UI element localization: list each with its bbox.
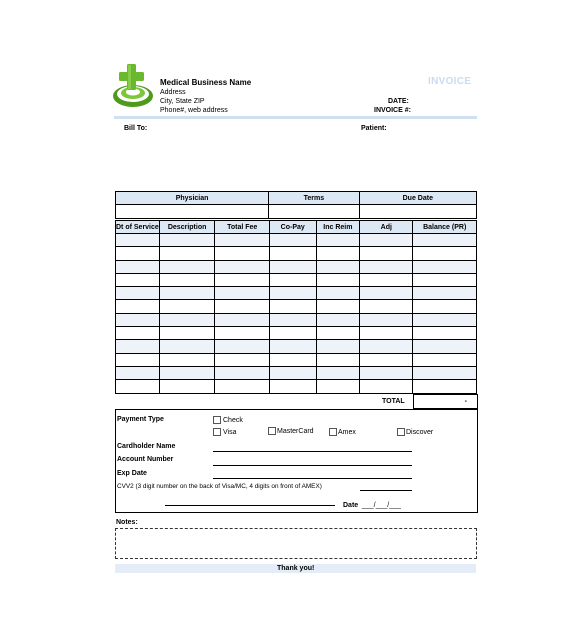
business-city-state-zip: City, State ZIP (160, 98, 205, 105)
table-cell[interactable] (215, 234, 270, 247)
invoice-title: INVOICE (428, 76, 472, 87)
table-cell[interactable] (159, 366, 215, 379)
table-cell[interactable] (269, 247, 316, 260)
table-cell[interactable] (215, 327, 270, 340)
header-divider (114, 116, 477, 119)
cardholder-name-field[interactable] (213, 451, 412, 452)
items-header-row (116, 221, 477, 234)
table-row (116, 273, 477, 286)
table-row (116, 300, 477, 313)
table-cell[interactable] (116, 313, 160, 326)
table-cell[interactable] (360, 313, 413, 326)
table-cell[interactable] (316, 327, 360, 340)
table-cell[interactable] (116, 380, 160, 393)
table-cell[interactable] (413, 366, 477, 379)
table-cell[interactable] (360, 287, 413, 300)
business-address: Address (160, 89, 186, 96)
notes-label: Notes: (116, 519, 138, 526)
table-cell[interactable] (360, 234, 413, 247)
physician-terms-table (115, 191, 477, 219)
business-name: Medical Business Name (160, 78, 252, 87)
table-cell[interactable] (269, 287, 316, 300)
table-cell[interactable] (159, 273, 215, 286)
mastercard-checkbox[interactable] (268, 427, 276, 435)
table-cell[interactable] (316, 287, 360, 300)
table-cell[interactable] (269, 366, 316, 379)
table-cell[interactable] (215, 300, 270, 313)
patient-label: Patient: (361, 125, 387, 132)
total-value-box (413, 394, 478, 409)
table-cell[interactable] (316, 380, 360, 393)
table-cell[interactable] (413, 260, 477, 273)
business-phone-web: Phone#, web address (160, 107, 228, 114)
table-row (116, 234, 477, 247)
col-balance: Balance (PR) (413, 221, 477, 234)
table-cell[interactable] (116, 340, 160, 353)
exp-date-field[interactable] (213, 478, 412, 479)
table-cell[interactable] (413, 300, 477, 313)
terms-value[interactable] (269, 205, 359, 219)
table-cell[interactable] (116, 300, 160, 313)
table-cell[interactable] (269, 380, 316, 393)
signature-line[interactable] (165, 505, 335, 506)
visa-checkbox[interactable] (213, 428, 221, 436)
table-cell[interactable] (116, 366, 160, 379)
table-cell[interactable] (413, 247, 477, 260)
table-cell[interactable] (116, 287, 160, 300)
check-option-label: Check (223, 417, 243, 424)
table-cell[interactable] (269, 300, 316, 313)
cardholder-name-label: Cardholder Name (117, 443, 176, 450)
table-cell[interactable] (215, 380, 270, 393)
table-cell[interactable] (215, 353, 270, 366)
invoice-number-label: INVOICE #: (374, 107, 411, 114)
bill-to-label: Bill To: (124, 125, 148, 132)
table-cell[interactable] (116, 260, 160, 273)
table-cell[interactable] (413, 353, 477, 366)
physician-value[interactable] (116, 205, 269, 219)
table-cell[interactable] (159, 234, 215, 247)
discover-option-label: Discover (406, 429, 434, 436)
table-cell[interactable] (316, 313, 360, 326)
table-cell[interactable] (159, 327, 215, 340)
col-total-fee: Total Fee (215, 221, 270, 234)
table-cell[interactable] (215, 260, 270, 273)
mastercard-option-label: MasterCard (277, 428, 314, 435)
table-cell[interactable] (159, 300, 215, 313)
payment-date-value[interactable]: ___/___/___ (362, 502, 401, 509)
table-cell[interactable] (413, 234, 477, 247)
col-date-of-service: Dt of Service (116, 221, 160, 234)
table-cell[interactable] (215, 273, 270, 286)
table-cell[interactable] (413, 327, 477, 340)
cvv2-field[interactable] (360, 490, 412, 491)
table-cell[interactable] (159, 247, 215, 260)
exp-date-label: Exp Date (117, 470, 147, 477)
table-cell[interactable] (215, 247, 270, 260)
table-row (116, 327, 477, 340)
table-cell[interactable] (413, 340, 477, 353)
line-items-table (115, 220, 477, 394)
table-row (116, 353, 477, 366)
table-cell[interactable] (316, 353, 360, 366)
table-cell[interactable] (316, 247, 360, 260)
total-value: - (464, 398, 467, 405)
table-cell[interactable] (413, 313, 477, 326)
payment-date-label: Date (343, 502, 359, 509)
thank-you-text: Thank you! (277, 565, 315, 572)
medical-cross-logo (110, 62, 156, 110)
table-cell[interactable] (116, 327, 160, 340)
col-co-pay: Co-Pay (269, 221, 316, 234)
table-cell[interactable] (360, 340, 413, 353)
table-cell[interactable] (159, 260, 215, 273)
account-number-field[interactable] (213, 465, 412, 466)
table-cell[interactable] (116, 247, 160, 260)
table-cell[interactable] (215, 313, 270, 326)
table-cell[interactable] (159, 340, 215, 353)
table-cell[interactable] (116, 353, 160, 366)
table-cell[interactable] (413, 380, 477, 393)
table-cell[interactable] (360, 300, 413, 313)
table-cell[interactable] (269, 313, 316, 326)
total-label: TOTAL (382, 398, 405, 405)
table-cell[interactable] (269, 273, 316, 286)
col-description: Description (159, 221, 215, 234)
table-cell[interactable] (316, 260, 360, 273)
table-cell[interactable] (269, 327, 316, 340)
table-cell[interactable] (116, 273, 160, 286)
due-date-header: Due Date (359, 192, 476, 205)
table-cell[interactable] (316, 366, 360, 379)
physician-header: Physician (116, 192, 269, 205)
table-cell[interactable] (316, 340, 360, 353)
table-cell[interactable] (159, 313, 215, 326)
account-number-label: Account Number (117, 456, 174, 463)
terms-header: Terms (269, 192, 359, 205)
table-cell[interactable] (269, 353, 316, 366)
table-cell[interactable] (413, 287, 477, 300)
table-row (116, 287, 477, 300)
table-cell[interactable] (360, 380, 413, 393)
table-cell[interactable] (215, 366, 270, 379)
table-cell[interactable] (316, 234, 360, 247)
col-inc-reim: Inc Reim (316, 221, 360, 234)
table-row (116, 313, 477, 326)
table-cell[interactable] (360, 247, 413, 260)
table-cell[interactable] (360, 366, 413, 379)
table-row (116, 247, 477, 260)
cvv2-label: CVV2 (3 digit number on the back of Visa/MC, 4 digits on front of AMEX) (117, 483, 322, 490)
amex-option-label: Amex (338, 429, 356, 436)
table-cell[interactable] (116, 234, 160, 247)
visa-option-label: Visa (223, 429, 237, 436)
table-cell[interactable] (316, 300, 360, 313)
check-checkbox[interactable] (213, 416, 221, 424)
table-cell[interactable] (159, 353, 215, 366)
table-cell[interactable] (159, 287, 215, 300)
table-cell[interactable] (360, 327, 413, 340)
due-date-value[interactable] (359, 205, 476, 219)
table-cell[interactable] (413, 273, 477, 286)
table-row (116, 340, 477, 353)
table-cell[interactable] (269, 234, 316, 247)
date-label: DATE: (388, 98, 409, 105)
table-cell[interactable] (360, 273, 413, 286)
table-row (116, 380, 477, 393)
table-cell[interactable] (269, 340, 316, 353)
table-cell[interactable] (215, 287, 270, 300)
amex-checkbox[interactable] (329, 428, 337, 436)
discover-checkbox[interactable] (397, 428, 405, 436)
table-cell[interactable] (269, 260, 316, 273)
table-cell[interactable] (159, 380, 215, 393)
table-cell[interactable] (215, 340, 270, 353)
col-adj: Adj (360, 221, 413, 234)
table-cell[interactable] (316, 273, 360, 286)
table-cell[interactable] (360, 260, 413, 273)
payment-type-label: Payment Type (117, 416, 164, 423)
notes-box[interactable] (115, 528, 477, 559)
table-cell[interactable] (360, 353, 413, 366)
table-row (116, 366, 477, 379)
table-row (116, 260, 477, 273)
